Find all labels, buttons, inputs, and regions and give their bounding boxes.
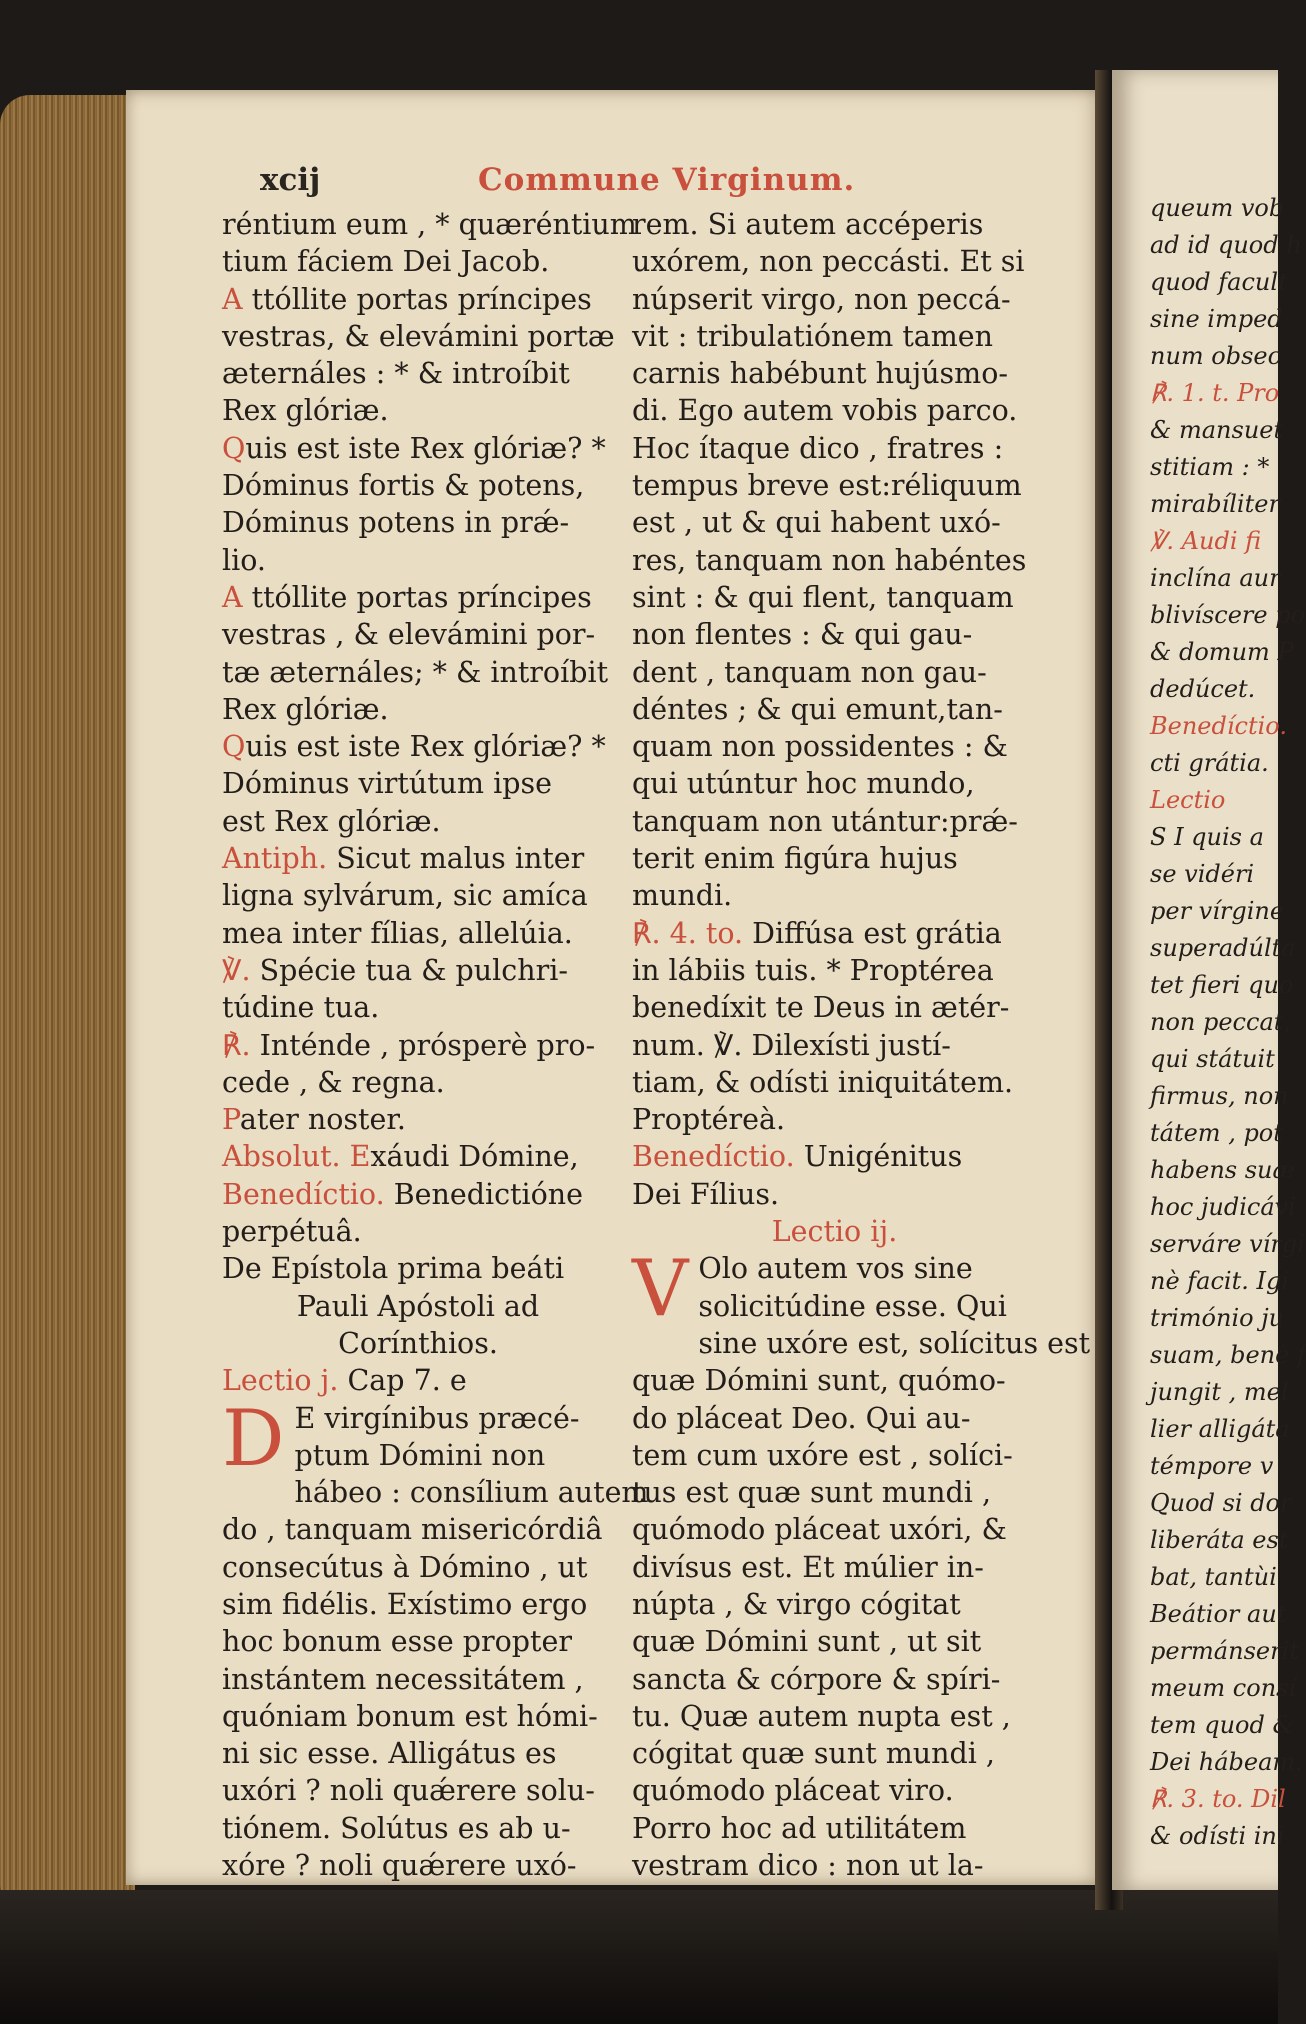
right-line [632,1847,1037,1884]
left-text: A ttóllite portas príncipes [222,282,592,316]
right-text: Dei Fílius. [632,1177,780,1211]
right-text: dent , tanquam non gau- [632,655,987,689]
left-line [222,1661,614,1698]
right-line [632,728,1037,765]
left-line [222,1101,614,1138]
right-line [632,1138,1037,1175]
left-text: De Epístola prima beáti [222,1252,565,1286]
facing-page-line: Beátior aut [1150,1600,1287,1628]
left-line [222,840,614,877]
facing-page-line: superadúlta [1150,934,1296,962]
right-text: Benedíctio. Unigénitus [632,1140,963,1174]
right-line [632,1064,1037,1101]
right-text: sint : & qui flent, tanquam [632,580,1014,614]
right-line [632,1586,1037,1623]
left-text: æternáles : * & introíbit [222,357,570,391]
left-text: ℟. Inténde , prósperè pro- [222,1028,596,1062]
left-text: Quis est iste Rex glóriæ? * [222,730,606,764]
right-text: vit : tribulatiónem tamen [632,319,994,353]
facing-page-line: meum consí [1150,1674,1297,1702]
facing-page-line: mirabíliter [1150,490,1280,518]
facing-page-line: Quod si dor [1150,1489,1292,1517]
right-line [632,1288,1037,1325]
facing-page-line: serváre vírgi [1150,1230,1305,1258]
left-line [222,1847,614,1884]
left-line [222,467,614,504]
left-line [222,989,614,1026]
right-line [632,281,1037,318]
facing-page-line: se vidéri [1150,860,1255,888]
facing-page-line: Benedíctio. [1150,712,1287,740]
left-text: vestras , & elevámini por- [222,618,596,652]
facing-page-line: stitiam : * [1150,453,1270,481]
facing-page-line: tem quod & [1150,1711,1294,1739]
right-text: ℟. 4. to. Diffúsa est grátia [632,916,1002,950]
left-text: Lectio j. Cap 7. e [222,1364,467,1398]
right-text: Proptéreà. [632,1103,786,1137]
right-line [632,877,1037,914]
right-text: qui utúntur hoc mundo, [632,767,975,801]
right-text: uxórem, non peccásti. Et si [632,245,1025,279]
left-text: vestras, & elevámini portæ [222,319,615,353]
right-line [632,1325,1091,1362]
left-text: túdine tua. [222,991,380,1025]
right-text: rem. Si autem accéperis [632,208,984,241]
right-text: quómodo pláceat viro. [632,1774,954,1808]
left-line [222,1810,614,1847]
running-title: Commune Virginum. [478,162,856,198]
left-line [222,1213,614,1250]
facing-page-line: dedúcet. [1150,675,1256,703]
left-text: mea inter fílias, allelúia. [222,916,573,950]
facing-page-line: firmus, non [1150,1082,1289,1110]
right-line [632,1362,1037,1399]
right-text-column [632,206,1091,1884]
right-line [632,1511,1037,1548]
facing-page-line: S I quis a [1150,823,1264,851]
left-line [222,206,637,243]
facing-page-line: jungit , mel [1150,1378,1289,1406]
right-text: mundi. [632,879,733,913]
left-line [222,281,614,318]
left-line [222,1549,614,1586]
left-text: sim fidélis. Exístimo ergo [222,1587,588,1621]
right-line [632,1772,1037,1809]
left-text: lio. [222,543,266,577]
facing-page-line: témpore v [1150,1452,1274,1480]
right-text: benedíxit te Deus in ætér- [632,991,1010,1025]
facing-page-line: nè facit. Igi [1150,1267,1290,1295]
right-text: Porro hoc ad utilitátem [632,1811,967,1845]
right-text: Olo autem vos sine [698,1252,973,1286]
right-line [632,243,1037,280]
right-text: Lectio ij. [771,1215,898,1249]
right-line [632,840,1037,877]
left-text: Dóminus fortis & potens, [222,469,585,503]
right-text: tu. Quæ autem nupta est , [632,1699,1011,1733]
left-line [222,1138,614,1175]
right-text: quæ Dómini sunt , ut sit [632,1625,982,1659]
left-text: ni sic esse. Alligátus es [222,1737,557,1771]
facing-page-line: quod facult [1150,268,1288,296]
right-text: núpserit virgo, non peccá- [632,282,1011,316]
left-text: est Rex glóriæ. [222,804,441,838]
left-line [222,1623,614,1660]
left-text: perpétuâ. [222,1215,362,1249]
right-line [632,206,1037,243]
left-text: xóre ? noli quǽrere uxó- [222,1849,577,1883]
left-text: consecútus à Dómino , ut [222,1550,588,1584]
facing-page-column [1150,190,1306,1855]
left-text: Dóminus virtútum ipse [222,767,552,801]
facing-page-line: & mansuet [1150,416,1284,444]
right-text: quam non possidentes : & [632,730,1008,764]
left-text: A ttóllite portas príncipes [222,580,592,614]
left-line [222,952,614,989]
left-text: E virgínibus præcé- [294,1401,580,1435]
left-line [222,1735,614,1772]
running-header [260,162,1080,206]
right-text: divísus est. Et múlier in- [632,1550,984,1584]
left-text: Pauli Apóstoli ad [296,1289,540,1323]
right-text: Hoc ítaque dico , fratres : [632,431,1004,465]
left-text: instántem necessitátem , [222,1662,584,1696]
right-line [632,1810,1037,1847]
left-line [222,1325,614,1362]
left-text: Rex glóriæ. [222,692,389,726]
right-line [632,318,1037,355]
right-text: num. ℣. Dilexísti justí- [632,1028,951,1062]
left-line [222,1250,614,1287]
left-text: ℣. Spécie tua & pulchri- [222,953,568,987]
right-text: sancta & córpore & spíri- [632,1662,1001,1696]
right-line [632,1213,1037,1250]
right-text: quómodo pláceat uxóri, & [632,1513,1007,1547]
left-line [222,616,614,653]
right-text: res, tanquam non habéntes [632,543,1027,577]
facing-page-line: blivíscere po [1150,601,1306,629]
left-text: Rex glóriæ. [222,394,389,428]
left-line [222,1064,614,1101]
right-line [632,1698,1037,1735]
left-line [222,504,614,541]
left-line [222,654,614,691]
right-line [632,915,1037,952]
right-line [632,1176,1037,1213]
right-text: terit enim figúra hujus [632,842,958,876]
left-line [222,1511,614,1548]
right-line [632,654,1037,691]
right-text: di. Ego autem vobis parco. [632,394,1018,428]
facing-page-line: ℟. 3. to. Dil [1150,1785,1286,1813]
right-text: carnis habébunt hujúsmo- [632,357,1008,391]
right-text: núpta , & virgo cógitat [632,1587,961,1621]
facing-page-line: & domum P [1150,638,1294,666]
left-text: Dóminus potens in prǽ- [222,506,570,540]
left-text: tium fáciem Dei Jacob. [222,245,550,279]
facing-page-line: liberáta est [1150,1526,1289,1554]
right-line [632,1101,1037,1138]
facing-page-line: num obsec [1150,342,1282,370]
right-text: sine uxóre est, solícitus est [698,1326,1091,1360]
left-text: Corínthios. [338,1326,498,1360]
right-line [632,504,1037,541]
right-line [632,803,1037,840]
left-line [222,803,614,840]
table-shadow [0,1890,1278,2024]
left-text: réntium eum , * quæréntium [222,208,637,241]
left-line [222,542,614,579]
right-text: tem cum uxóre est , solíci- [632,1438,1013,1472]
book-fore-edge [0,95,135,1915]
facing-page-line: ℣. Audi fi [1150,527,1262,555]
right-line [632,355,1037,392]
left-text: hoc bonum esse propter [222,1625,572,1659]
left-line [222,915,614,952]
left-text: tiónem. Solútus es ab u- [222,1811,571,1845]
facing-page-line: ℟. 1. t. Pro [1150,379,1280,407]
facing-page-line: & odísti ini [1150,1822,1285,1850]
right-line [632,765,1037,802]
right-line [632,467,1037,504]
left-line [222,1027,614,1064]
right-line [632,1027,1037,1064]
right-line [632,1735,1037,1772]
left-line [222,877,614,914]
left-text-column [222,206,649,1884]
right-line [632,989,1037,1026]
right-text: quæ Dómini sunt, quómo- [632,1364,1006,1398]
facing-page-line: Dei hábeam. [1150,1748,1303,1776]
right-line [632,579,1037,616]
facing-page-line: Lectio [1150,786,1226,814]
right-line [632,952,1037,989]
right-text: non flentes : & qui gau- [632,618,973,652]
left-text: quóniam bonum est hómi- [222,1699,598,1733]
folio-number: xcij [260,162,321,198]
left-line [222,728,614,765]
right-text: in lábiis tuis. * Proptérea [632,953,994,987]
left-line [222,1362,614,1399]
facing-page-line: trimónio ju [1150,1304,1285,1332]
left-line [222,1176,614,1213]
left-line [222,1772,614,1809]
left-text: ligna sylvárum, sic amíca [222,879,588,913]
left-line [222,1586,614,1623]
left-text: cede , & regna. [222,1065,445,1099]
right-text: est , ut & qui habent uxó- [632,506,1001,540]
right-text: déntes ; & qui emunt,tan- [632,692,1003,726]
left-line [222,355,614,392]
facing-page-line: ad id quod h [1150,231,1302,259]
left-line [222,392,614,429]
left-text: ptum Dómini non [294,1438,546,1472]
facing-page-line: lier alligáta [1150,1415,1290,1443]
drop-cap: D [222,1393,285,1484]
left-text: hábeo : consílium autem [294,1476,649,1510]
right-text: tempus breve est:réliquum [632,469,1022,503]
right-line [632,542,1037,579]
facing-page-line: per vírgine [1150,897,1285,925]
left-line [222,318,614,355]
facing-page-line: queum vob [1150,194,1285,222]
right-text: solicitúdine esse. Qui [698,1289,1007,1323]
facing-page-line: cti grátia. [1150,749,1269,777]
left-line [222,765,614,802]
right-line [632,1623,1037,1660]
right-line [632,1474,1037,1511]
left-text: Benedíctio. Benedictióne [222,1177,583,1211]
right-line [632,1437,1037,1474]
facing-page-line: non peccat, [1150,1008,1292,1036]
facing-page-line: qui státuit [1150,1045,1275,1073]
left-line [222,1288,614,1325]
left-text: tæ æternáles; * & introíbit [222,655,609,689]
right-text: vestram dico : non ut la- [632,1849,984,1883]
left-text: Absolut. Exáudi Dómine, [222,1140,579,1174]
left-text: uxóri ? noli quǽrere solu- [222,1774,595,1808]
facing-page-line: tátem , pot [1150,1119,1283,1147]
left-text: Quis est iste Rex glóriæ? * [222,431,606,465]
left-line [222,1698,614,1735]
right-line [632,392,1037,429]
facing-page-line: bat, tantùi [1150,1563,1277,1591]
left-text: Antiph. Sicut malus inter [222,842,585,876]
right-line [632,1661,1037,1698]
right-text: cógitat quæ sunt mundi , [632,1737,995,1771]
right-text: do pláceat Deo. Qui au- [632,1401,971,1435]
right-line [632,430,1037,467]
right-text: tus est quæ sunt mundi , [632,1476,992,1510]
facing-page-line: hoc judicávi [1150,1193,1296,1221]
right-line [632,1549,1037,1586]
left-line [222,430,614,467]
left-line [222,579,614,616]
left-text: do , tanquam misericórdiâ [222,1513,603,1547]
facing-page-line: permánserit [1150,1637,1299,1665]
left-text: Pater noster. [222,1103,406,1137]
right-line [632,1400,1037,1437]
right-text: tanquam non utántur:prǽ- [632,804,1018,838]
drop-cap: V [632,1244,689,1335]
right-line [632,691,1037,728]
left-line [222,243,614,280]
facing-page-line: suam, benè f [1150,1341,1306,1369]
right-line [632,616,1037,653]
facing-page-line: inclína aur [1150,564,1281,592]
left-line [222,691,614,728]
facing-page-line: tet fieri quo [1150,971,1294,999]
facing-page-line: sine imped [1150,305,1283,333]
right-text: tiam, & odísti iniquitátem. [632,1065,1014,1099]
facing-page-line: habens suæ [1150,1156,1296,1184]
